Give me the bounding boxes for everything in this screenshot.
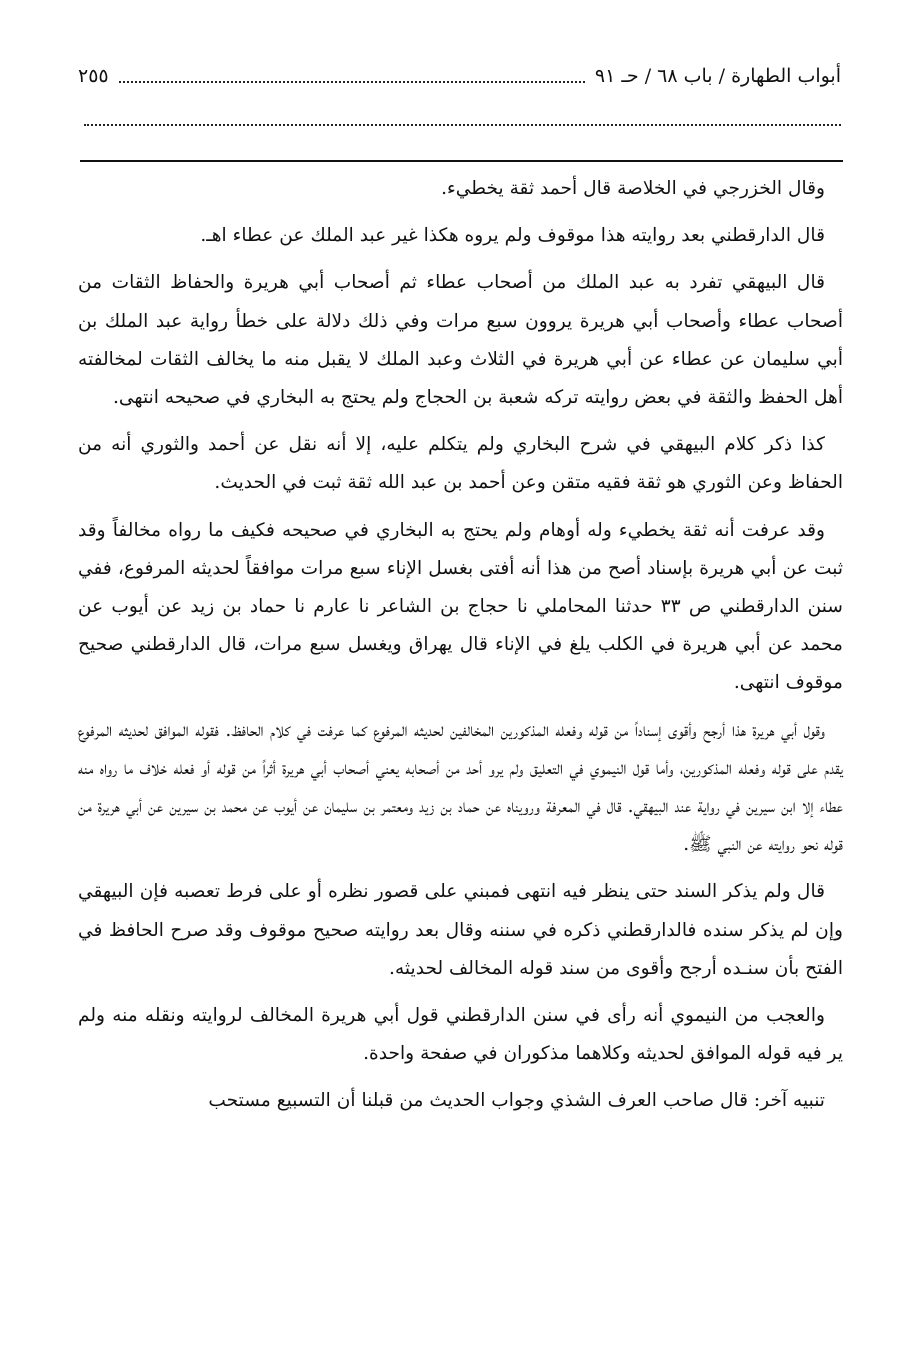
paragraph: وقد عرفت أنه ثقة يخطيء وله أوهام ولم يحتج به البخاري في صحيحه فكيف ما رواه مخالفاً وقد ثبت عن أبي هريرة بإسناد أصح من هذا أنه أفتى بغسل الإناء سبع مرات موافقاً لحديثه المرفوع، ففي سنن الدارقطني ص ٣٣ حدثنا المحاملي نا حجاج بن الشاعر نا عارم نا حماد بن زيد عن أيوب عن محمد عن أبي هريرة في الكلب يلغ في الإناء قال يهراق ويغسل سبع مرات، قال الدارقطني صحيح موقوف انتهى.: [78, 519, 843, 694]
page-number: ٢٥٥: [78, 65, 109, 87]
body-text: [78, 170, 843, 1130]
paragraph: تنبيه آخر: قال صاحب العرف الشذي وجواب الحديث من قبلنا أن التسبيع مستحب: [208, 1090, 825, 1112]
running-header: [78, 58, 841, 94]
paragraph: قال الدارقطني بعد روايته هذا موقوف ولم يروه هكذا غير عبد الملك عن عطاء اهـ.: [200, 225, 825, 247]
paragraph: قال ولم يذكر السند حتى ينظر فيه انتهى فمبني على قصور نظره أو على فرط تعصبه فإن البيهقي وإن لم يذكر سنده فالدارقطني ذكره في سننه وقال بعد روايته صحيح موقوف وقد صرح الحافظ في الفتح بأن سنـده أرجح وأقوى من سند قوله المخالف لحديثه.: [78, 881, 843, 979]
paragraph: كذا ذكر كلام البيهقي في شرح البخاري ولم يتكلم عليه، إلا أنه نقل عن أحمد والثوري أنه من الحفاظ وعن الثوري هو ثقة فقيه متقن وعن أحمد بن عبد الله ثقة ثبت في الحديث.: [78, 434, 843, 494]
dotted-leader: [119, 81, 585, 83]
paragraph: والعجب من النيموي أنه رأى في سنن الدارقطني قول أبي هريرة المخالف لروايته ونقله منه ولم ير فيه قوله الموافق لحديثه وكلاهما مذكوران في صفحة واحدة.: [78, 1005, 843, 1065]
paragraph: قال البيهقي تفرد به عبد الملك من أصحاب عطاء ثم أصحاب أبي هريرة والحفاظ الثقات من أصحاب عطاء وأصحاب أبي هريرة يروون سبع مرات وفي ذلك دلالة على خطأ رواية عبد الملك بن أبي سليمان عن عطاء عن أبي هريرة في الثلاث وعبد الملك لا يقبل منه ما يخالف الثقات لمخالفته أهل الحفظ والثقة في بعض روايته تركه شعبة بن الحجاج ولم يحتج به البخاري في صحيحه انتهى.: [78, 272, 843, 409]
chapter-title: أبواب الطهارة / باب ٦٨ / حـ ٩١: [594, 65, 841, 87]
dotted-divider: [84, 124, 841, 126]
paragraph: وقال الخزرجي في الخلاصة قال أحمد ثقة يخطيء.: [441, 178, 825, 199]
header-rule: [80, 160, 843, 162]
paragraph: وقول أبي هريرة هذا أرجح وأقوى إسناداً من قوله وفعله المذكورين المخالفين لحديثه المرفوع كما عرفت في كلام الحافظ. فقوله الموافق لحديثه المرفوع يقدم على قوله وفعله المذكورين، وأما قول النيموي في التعليق ولم يرو أحد من أصحابه يعني أصحاب أبي هريرة أثراً من قوله أو فعله خلاف ما رواه منه عطاء إلا ابن سيرين في رواية عند البيهقي. قال في المعرفة ورويناه عن حماد بن زيد ومعتمر بن سليمان عن أيوب عن محمد بن سيرين عن أبي هريرة من قوله نحو روايته عن النبي ﷺ.: [78, 719, 843, 856]
